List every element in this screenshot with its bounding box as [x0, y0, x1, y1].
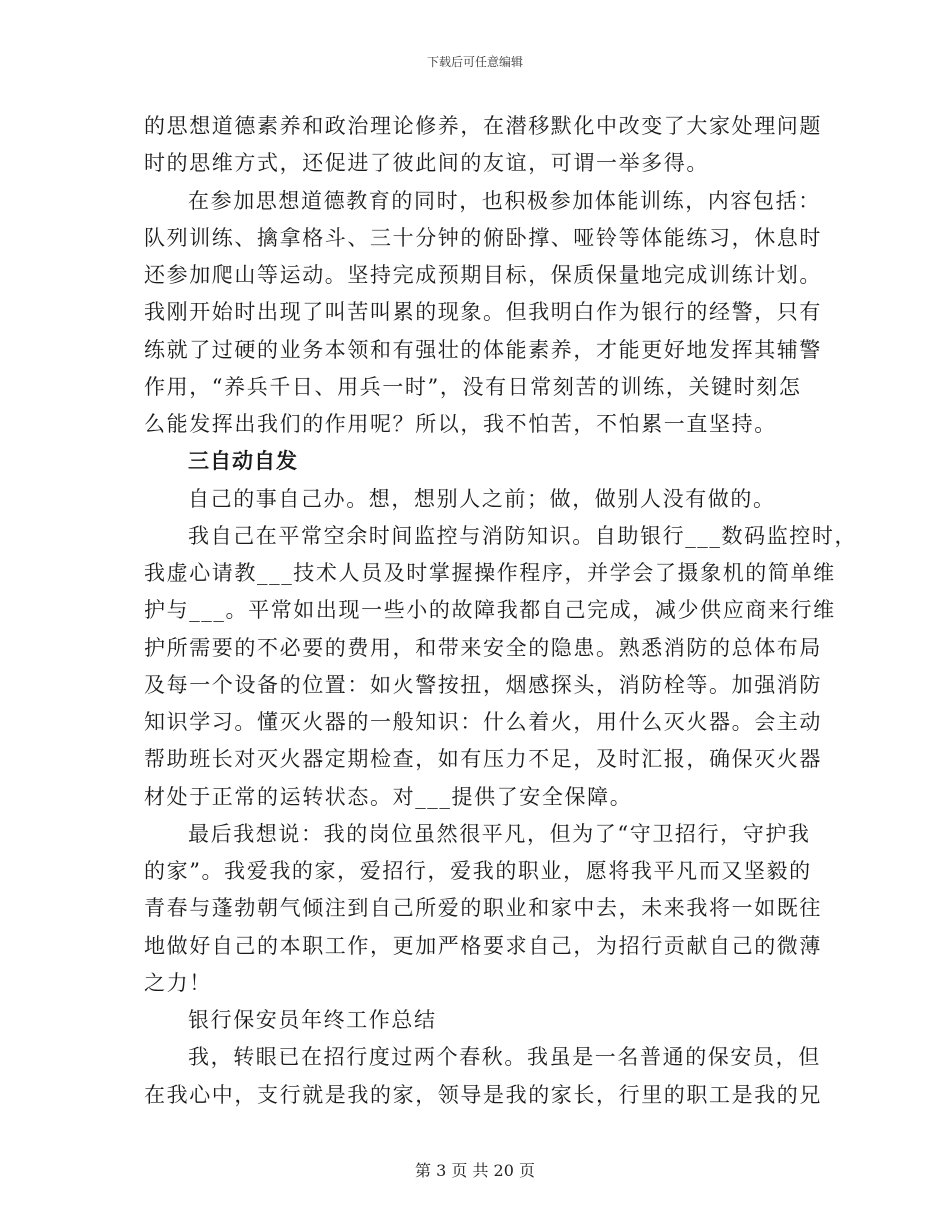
- text-line: 队列训练、擒拿格斗、三十分钟的俯卧撑、哑铃等体能练习，休息时: [144, 226, 822, 250]
- text-line: 我自己在平常空余时间监控与消防知识。自助银行___数码监控时，: [188, 524, 858, 548]
- text-line: 时的思维方式，还促进了彼此间的友谊，可谓一举多得。: [144, 151, 709, 175]
- text-line: 的家”。我爱我的家，爱招行，爱我的职业，愿将我平凡而又坚毅的: [144, 859, 812, 883]
- text-line: 知识学习。懂灭火器的一般知识：什么着火，用什么灭火器。会主动: [144, 710, 822, 734]
- text-line: 护所需要的不必要的费用，和带来安全的隐患。熟悉消防的总体布局: [144, 636, 822, 660]
- text-line: 我虚心请教___技术人员及时掌握操作程序，并学会了摄象机的简单维: [144, 561, 836, 585]
- text-line: 我刚开始时出现了叫苦叫累的现象。但我明白作为银行的经警，只有: [144, 300, 822, 324]
- text-line: 材处于正常的运转状态。对___提供了安全保障。: [144, 785, 633, 809]
- text-line: 么能发挥出我们的作用呢？所以，我不怕苦，不怕累一直坚持。: [144, 412, 777, 436]
- text-line: 银行保安员年终工作总结: [188, 1008, 437, 1032]
- text-line: 帮助班长对灭火器定期检查，如有压力不足，及时汇报，确保灭火器: [144, 747, 822, 771]
- page-header: 下载后可任意编辑: [426, 55, 523, 69]
- text-line: 及每一个设备的位置：如火警按扭，烟感探头，消防栓等。加强消防: [144, 673, 822, 697]
- text-line: 练就了过硬的业务本领和有强壮的体能素养，才能更好地发挥其辅警: [144, 338, 822, 362]
- text-line: 护与___。平常如出现一些小的故障我都自己完成，减少供应商来行维: [144, 598, 836, 622]
- text-line: 之力！: [144, 971, 212, 995]
- section-heading: 三自动自发: [188, 448, 298, 473]
- text-line: 我，转眼已在招行度过两个春秋。我虽是一名普通的保安员，但: [188, 1045, 821, 1069]
- text-line: 青春与蓬勃朝气倾注到自己所爱的职业和家中去，未来我将一如既往: [144, 896, 822, 920]
- text-line: 地做好自己的本职工作，更加严格要求自己，为招行贡献自己的微薄: [144, 934, 822, 958]
- text-line: 的思想道德素养和政治理论修养，在潜移默化中改变了大家处理问题: [144, 114, 822, 138]
- text-line: 在我心中，支行就是我的家，领导是我的家长，行里的职工是我的兄: [144, 1083, 822, 1107]
- text-line: 在参加思想道德教育的同时，也积极参加体能训练，内容包括：: [188, 189, 821, 213]
- text-line: 最后我想说：我的岗位虽然很平凡，但为了“守卫招行，守护我: [188, 822, 811, 846]
- page-footer: 第 3 页 共 20 页: [415, 1161, 535, 1180]
- text-line: 作用，“养兵千日、用兵一时”，没有日常刻苦的训练，关键时刻怎: [144, 375, 802, 399]
- text-line: 自己的事自己办。想，想别人之前；做，做别人没有做的。: [188, 487, 776, 511]
- text-line: 还参加爬山等运动。坚持完成预期目标，保质保量地完成训练计划。: [144, 263, 822, 287]
